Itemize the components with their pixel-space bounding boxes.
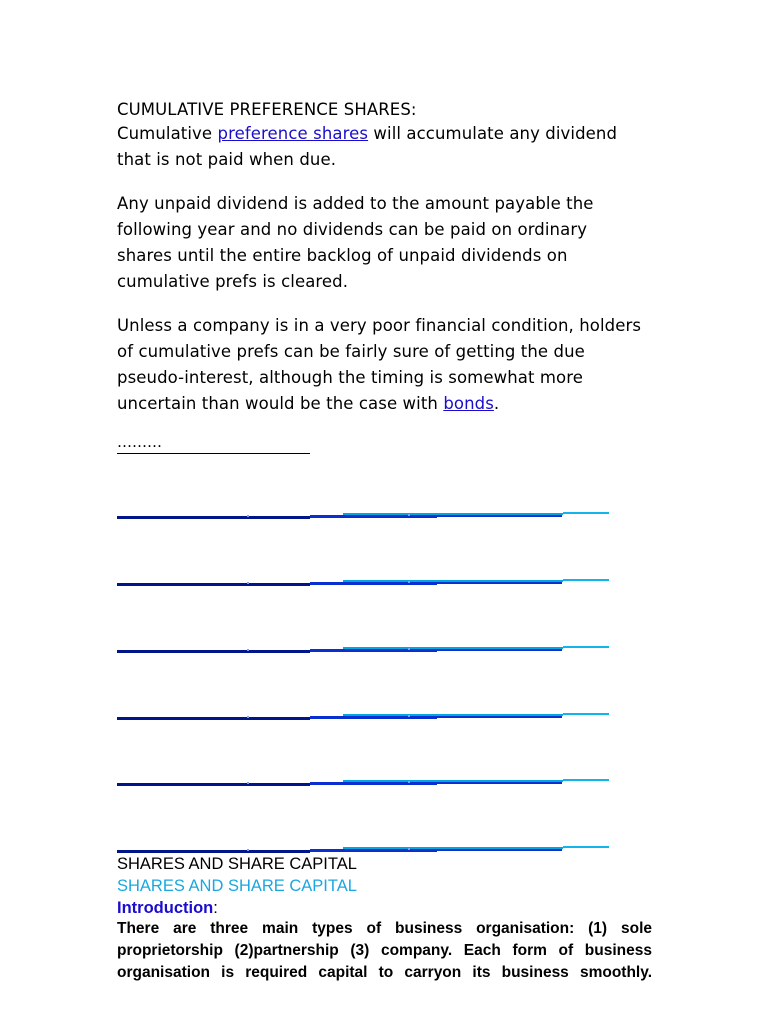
para1-text-after: will accumulate any dividend that is not paid when due. bbox=[117, 124, 618, 169]
para1-text-before: Cumulative bbox=[117, 124, 218, 143]
decorative-rule bbox=[117, 779, 609, 789]
paragraph-unpaid-dividend: Any unpaid dividend is added to the amount payable the following year and no dividends can be paid on ordinary shares until the entire backlog of unpaid dividends on cumulative prefs is cleared. bbox=[117, 194, 594, 291]
decorative-rule bbox=[117, 646, 609, 656]
dotted-separator: ……… bbox=[117, 435, 310, 454]
paragraph-financial-condition bbox=[117, 313, 647, 417]
section-title-blue: SHARES AND SHARE CAPITAL bbox=[117, 877, 357, 895]
decorative-rule bbox=[117, 579, 609, 589]
preference-shares-link[interactable]: preference shares bbox=[217, 124, 369, 143]
introduction-paragraph bbox=[117, 918, 652, 984]
intro-line: organisation is required capital to carryon its business smoothly. bbox=[117, 964, 652, 981]
introduction-label bbox=[117, 897, 218, 919]
section-title-black: SHARES AND SHARE CAPITAL bbox=[117, 855, 357, 873]
decorative-rule bbox=[117, 713, 609, 723]
paragraph-cumulative bbox=[117, 121, 647, 173]
intro-line: proprietorship (2)partnership (3) company. Each form of business bbox=[117, 942, 652, 959]
bonds-link[interactable]: bonds bbox=[443, 394, 494, 413]
introduction-label-text: Introduction bbox=[117, 899, 214, 917]
introduction-colon: : bbox=[213, 899, 218, 917]
para3-text-after: . bbox=[493, 394, 500, 413]
para3-text-before: Unless a company is in a very poor financial condition, holders of cumulative prefs can be fairly sure of getting the due pseudo-interest, although the timing is somewhat more uncertain than would be the case with bbox=[117, 316, 642, 413]
intro-line: There are three main types of business organisation: (1) sole bbox=[117, 920, 652, 937]
decorative-rule bbox=[117, 512, 609, 522]
section-heading: CUMULATIVE PREFERENCE SHARES: bbox=[117, 100, 417, 119]
